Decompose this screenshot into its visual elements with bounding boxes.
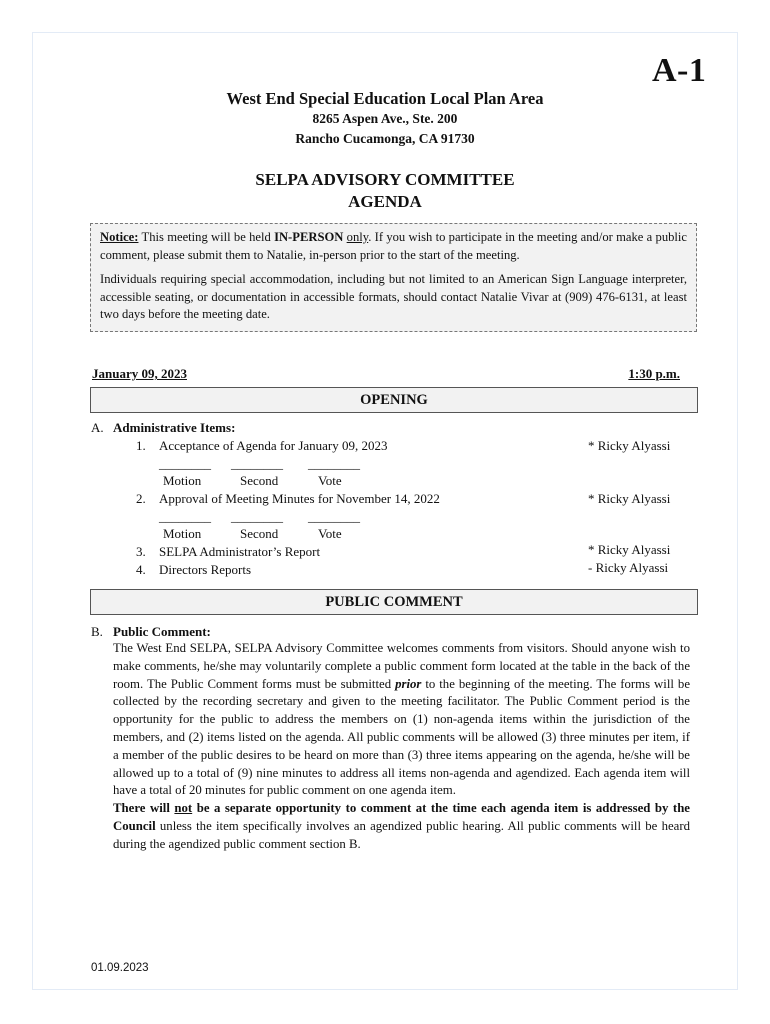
vote-blank: ________ bbox=[308, 509, 360, 524]
second-blank: ________ bbox=[231, 509, 283, 524]
document-id: A-1 bbox=[652, 52, 707, 89]
public-text-bold: There will bbox=[113, 801, 175, 816]
motion-label: Motion bbox=[163, 473, 202, 488]
section-header-opening: OPENING bbox=[90, 387, 698, 413]
item-presenter: * Ricky Alyassi bbox=[588, 491, 671, 506]
motion-label: Motion bbox=[163, 526, 202, 541]
section-letter-a: A. bbox=[91, 420, 104, 435]
public-comment-heading: Public Comment: bbox=[113, 624, 211, 639]
public-text: The West End SELPA, SELPA Advisory Committee welcomes comments from visitors. Should anyone wish to make comments, he/she may voluntarily complete a public comment form located at the table in the back of the room. The Public Comment forms must be submitted bbox=[113, 641, 690, 691]
motion-blank: ________ bbox=[159, 456, 211, 471]
public-text-prior: prior bbox=[395, 676, 422, 691]
notice-text: This meeting will be held bbox=[138, 230, 275, 244]
address-line-1: 8265 Aspen Ave., Ste. 200 bbox=[312, 111, 458, 126]
second-label: Second bbox=[240, 526, 279, 541]
second-blank: ________ bbox=[231, 456, 283, 471]
public-text-end: unless the item specifically involves an agendized public hearing. All public comments will be heard during the agendized public comment section B. bbox=[113, 818, 690, 851]
notice-paragraph-2: Individuals requiring special accommodation, including but not limited to an American Sign Language interpreter, accessible seating, or documentation in accessible formats, should contact Natalie Vivar at (909) 476-6131, at least two days before the meeting date. bbox=[100, 272, 687, 321]
public-comment-paragraph-1 bbox=[113, 640, 690, 800]
public-comment-paragraph-2 bbox=[113, 800, 690, 853]
vote-label: Vote bbox=[318, 526, 342, 541]
agenda-title: AGENDA bbox=[348, 192, 422, 211]
item-text: Approval of Meeting Minutes for November 14, 2022 bbox=[159, 491, 440, 506]
notice-in-person: IN-PERSON bbox=[274, 230, 344, 244]
section-letter-b: B. bbox=[91, 624, 103, 639]
meeting-date: January 09, 2023 bbox=[92, 366, 187, 381]
public-comment-body bbox=[113, 640, 690, 854]
notice-label: Notice: bbox=[100, 230, 139, 244]
item-number: 4. bbox=[136, 562, 146, 577]
address-line-2: Rancho Cucamonga, CA 91730 bbox=[295, 131, 475, 146]
meeting-time: 1:30 p.m. bbox=[628, 366, 680, 381]
motion-blank: ________ bbox=[159, 509, 211, 524]
item-presenter: * Ricky Alyassi bbox=[588, 542, 671, 557]
public-text-cont: to the beginning of the meeting. The forms will be collected by the recording secretary and given to the meeting facilitator. The Public Comment period is the opportunity for the public to address the members on (1) non-agenda items within the jurisdiction of the members, and (2) items listed on the agenda. All public comments will be allowed (3) three minutes per item, if a member of the public desires to be heard on more than (3) three items appearing on the agenda, he/she will be allowed up to a total of (9) nine minutes to address all items non-agenda and agendized. Each agenda item will have a total of 20 minutes for public comment on one agenda item. bbox=[113, 676, 690, 798]
notice-paragraph-1 bbox=[100, 229, 687, 264]
notice-box bbox=[90, 223, 697, 332]
item-number: 1. bbox=[136, 438, 146, 453]
notice-text-end: . If you wish to participate in the meeting and/or make a public comment, please submit them to Natalie, in-person prior to the start of the meeting. bbox=[100, 230, 688, 262]
item-number: 3. bbox=[136, 544, 146, 559]
notice-only: only bbox=[346, 230, 369, 244]
item-number: 2. bbox=[136, 491, 146, 506]
item-text: Acceptance of Agenda for January 09, 2023 bbox=[159, 438, 388, 453]
vote-label: Vote bbox=[318, 473, 342, 488]
item-presenter: - Ricky Alyassi bbox=[588, 560, 669, 575]
public-text-bold-cont: be a separate opportunity to comment at the time each agenda item is addressed by the Council bbox=[113, 801, 690, 833]
second-label: Second bbox=[240, 473, 279, 488]
item-presenter: * Ricky Alyassi bbox=[588, 438, 671, 453]
public-text-not: not bbox=[174, 801, 193, 816]
section-header-public-comment: PUBLIC COMMENT bbox=[90, 589, 698, 615]
footer-date: 01.09.2023 bbox=[91, 962, 149, 974]
vote-blank: ________ bbox=[308, 456, 360, 471]
admin-heading: Administrative Items: bbox=[113, 420, 236, 435]
item-text: Directors Reports bbox=[159, 562, 252, 577]
item-text: SELPA Administrator’s Report bbox=[159, 544, 321, 559]
org-name: West End Special Education Local Plan Area bbox=[226, 89, 544, 108]
committee-title: SELPA ADVISORY COMMITTEE bbox=[255, 170, 515, 189]
